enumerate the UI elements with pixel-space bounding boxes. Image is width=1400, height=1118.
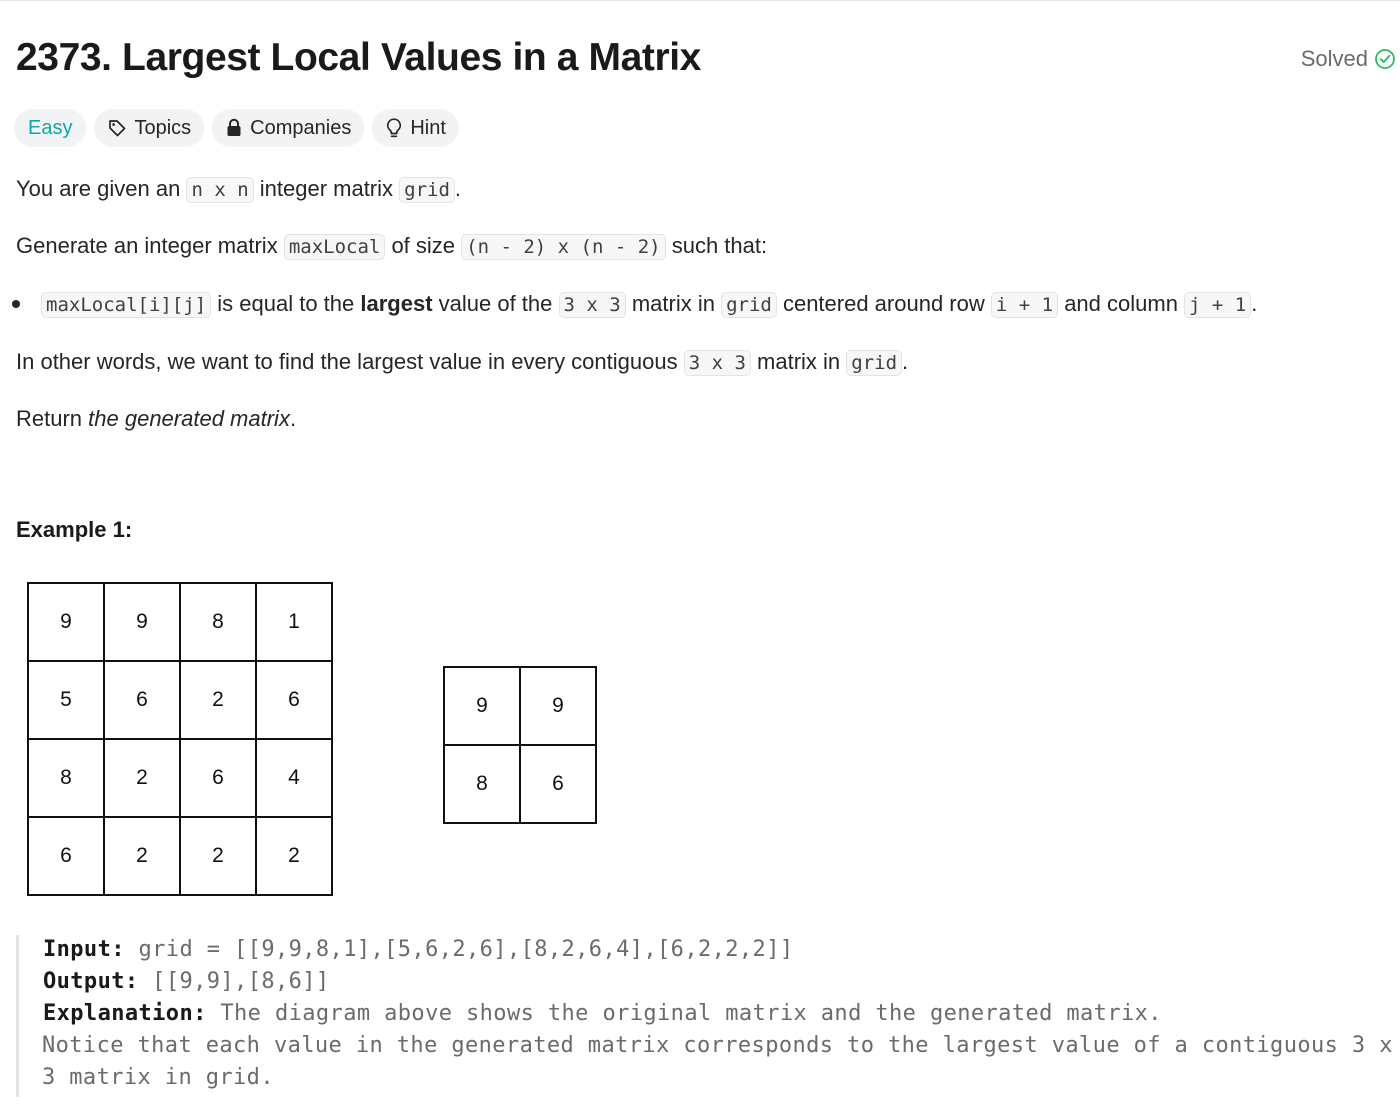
text: is equal to the bbox=[211, 291, 361, 316]
input-matrix-cell: 6 bbox=[28, 817, 104, 895]
output-matrix-cell: 8 bbox=[444, 745, 520, 823]
bold-text: largest bbox=[360, 291, 433, 316]
example-explanation-line bbox=[43, 1001, 1162, 1026]
text: . bbox=[454, 176, 462, 201]
text: integer matrix bbox=[253, 176, 400, 201]
inline-code: n x n bbox=[186, 177, 253, 203]
text: . bbox=[289, 406, 297, 431]
description-paragraph-4 bbox=[16, 402, 296, 436]
check-circle-icon bbox=[1374, 48, 1396, 70]
description-paragraph-1 bbox=[16, 172, 461, 207]
input-matrix-cell: 2 bbox=[104, 817, 180, 895]
inline-code: (n - 2) x (n - 2) bbox=[461, 234, 665, 260]
input-matrix-diagram bbox=[27, 582, 333, 896]
input-matrix-cell: 2 bbox=[256, 817, 332, 895]
inline-code: 3 x 3 bbox=[559, 292, 626, 318]
example-title: Example 1: bbox=[16, 517, 133, 542]
input-matrix-cell: 9 bbox=[28, 583, 104, 661]
text: matrix in bbox=[625, 291, 722, 316]
text: . bbox=[902, 349, 909, 374]
output-value: [[9,9],[8,6]] bbox=[138, 969, 330, 994]
difficulty-badge bbox=[14, 109, 86, 147]
explanation-value: The diagram above shows the original matrix and the generated matrix. bbox=[206, 1001, 1162, 1026]
input-matrix-cell: 2 bbox=[180, 661, 256, 739]
topics-button[interactable] bbox=[94, 109, 204, 147]
input-matrix-row bbox=[28, 583, 332, 661]
tag-icon bbox=[107, 118, 127, 138]
text: and column bbox=[1058, 291, 1185, 316]
text: such that: bbox=[665, 233, 768, 258]
example-output-line bbox=[43, 969, 330, 994]
difficulty-label: Easy bbox=[28, 116, 73, 139]
input-matrix-cell: 1 bbox=[256, 583, 332, 661]
problem-header bbox=[16, 32, 1396, 88]
inline-code: grid bbox=[399, 177, 455, 203]
output-matrix-cell: 9 bbox=[520, 667, 596, 745]
text: Generate an integer matrix bbox=[16, 233, 284, 258]
inline-code: maxLocal bbox=[284, 234, 386, 260]
solved-status bbox=[1301, 46, 1396, 72]
topics-label: Topics bbox=[134, 116, 192, 139]
text: You are given an bbox=[16, 176, 187, 201]
description-bullet bbox=[41, 287, 1257, 322]
output-matrix-row bbox=[444, 745, 596, 823]
text: Return bbox=[16, 406, 89, 431]
inline-code: maxLocal[i][j] bbox=[41, 292, 211, 318]
text: value of the bbox=[432, 291, 559, 316]
lightbulb-icon bbox=[385, 117, 403, 139]
hint-button[interactable] bbox=[372, 109, 459, 147]
input-label: Input: bbox=[43, 937, 125, 962]
input-matrix-cell: 5 bbox=[28, 661, 104, 739]
input-matrix-cell: 8 bbox=[180, 583, 256, 661]
input-matrix-cell: 6 bbox=[256, 661, 332, 739]
inline-code: grid bbox=[721, 292, 777, 318]
solved-label: Solved bbox=[1300, 46, 1368, 71]
input-matrix-row bbox=[28, 661, 332, 739]
inline-code: grid bbox=[846, 350, 902, 376]
text: matrix in bbox=[750, 349, 847, 374]
input-matrix-cell: 6 bbox=[180, 739, 256, 817]
example-input-line bbox=[43, 937, 794, 962]
example-explanation-line-2: Notice that each value in the generated matrix corresponds to the largest value of a contiguous 3 x bbox=[42, 1033, 1393, 1058]
input-matrix-cell: 6 bbox=[104, 661, 180, 739]
example-code-block bbox=[16, 935, 1399, 1097]
input-matrix-cell: 2 bbox=[180, 817, 256, 895]
output-label: Output: bbox=[43, 969, 139, 994]
companies-button[interactable] bbox=[212, 109, 364, 147]
inline-code: j + 1 bbox=[1184, 292, 1251, 318]
input-value: grid = [[9,9,8,1],[5,6,2,6],[8,2,6,4],[6,2,2,2]] bbox=[124, 937, 794, 962]
input-matrix-cell: 4 bbox=[256, 739, 332, 817]
output-matrix-row bbox=[444, 667, 596, 745]
explanation-label: Explanation: bbox=[43, 1001, 207, 1026]
text: of size bbox=[385, 233, 462, 258]
input-matrix-cell: 9 bbox=[104, 583, 180, 661]
inline-code: 3 x 3 bbox=[684, 350, 751, 376]
input-matrix-row bbox=[28, 817, 332, 895]
lock-icon bbox=[225, 118, 243, 138]
output-matrix-cell: 9 bbox=[444, 667, 520, 745]
top-divider bbox=[0, 0, 1400, 1]
text: centered around row bbox=[776, 291, 991, 316]
input-matrix-cell: 8 bbox=[28, 739, 104, 817]
input-matrix-row bbox=[28, 739, 332, 817]
italic-text: the generated matrix bbox=[88, 406, 290, 431]
bullet-dot bbox=[12, 300, 20, 308]
text: . bbox=[1251, 291, 1258, 316]
input-matrix-cell: 2 bbox=[104, 739, 180, 817]
problem-title: 2373. Largest Local Values in a Matrix bbox=[16, 36, 701, 79]
description-paragraph-3 bbox=[16, 345, 908, 380]
text: In other words, we want to find the largest value in every contiguous bbox=[16, 349, 684, 374]
example-explanation-line-3: 3 matrix in grid. bbox=[42, 1065, 274, 1090]
output-matrix-diagram bbox=[443, 666, 597, 824]
inline-code: i + 1 bbox=[991, 292, 1058, 318]
description-paragraph-2 bbox=[16, 229, 767, 264]
companies-label: Companies bbox=[250, 116, 352, 139]
tag-bar bbox=[14, 109, 459, 147]
hint-label: Hint bbox=[410, 116, 446, 139]
output-matrix-cell: 6 bbox=[520, 745, 596, 823]
